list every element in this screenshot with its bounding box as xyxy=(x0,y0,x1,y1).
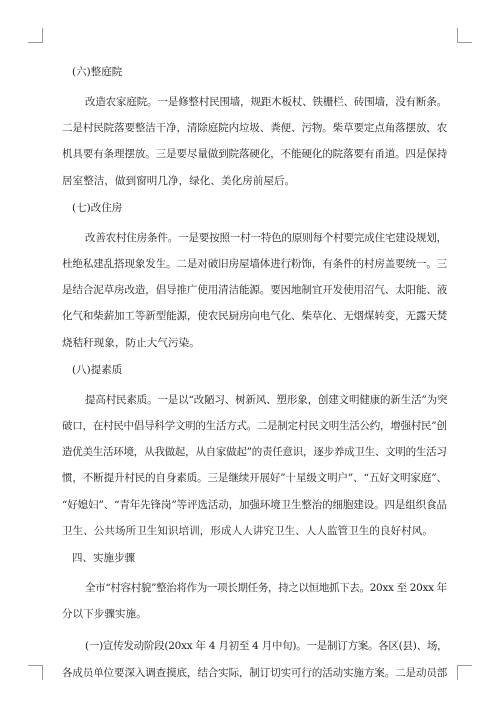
paragraph-line: “好媳妇”、“青年先锋岗”等评选活动，加强环境卫生整治的细胞建设。四是组织食品 xyxy=(62,498,447,511)
paragraph-line: 杜绝私建乱搭现象发生。二是对破旧房屋墙体进行粉饰，有条件的村房盖要统一。三 xyxy=(62,258,448,271)
paragraph-line: 卫生、公共场所卫生知识培训，形成人人讲究卫生、人人监管卫生的良好村风。 xyxy=(62,524,433,537)
paragraph-line: 化气和柴薪加工等新型能源，使农民厨房向电气化、柴草化、无烟煤转变，无露天焚 xyxy=(62,310,448,323)
paragraph-line: 二是村民院落要整洁干净，清除庭院内垃圾、粪便、污物。柴草要定点角落摆放，农 xyxy=(62,122,448,135)
section-heading: (七)改住房 xyxy=(72,201,123,214)
paragraph-line: 分以下步骤实施。 xyxy=(62,608,147,621)
paragraph-line: (一)宣传发动阶段(20xx 年 4 月初至 4 月中旬)。一是制订方案。各区(县)、场， xyxy=(85,640,448,653)
section-heading: 四、实施步骤 xyxy=(72,552,135,565)
section-heading: (六)整庭院 xyxy=(72,66,123,78)
paragraph-line: 全市“村容村貌”整治将作为一项长期任务，持之以恒地抓下去。20xx 至 20xx 年 xyxy=(85,582,447,595)
document-body xyxy=(62,62,447,692)
paragraph-line: 造优美生活环境，从我做起，从自家做起”的责任意识，逐步养成卫生、文明的生活习 xyxy=(62,446,447,459)
section-heading: (八)提素质 xyxy=(72,363,123,376)
crop-mark-bottom-right xyxy=(457,665,472,680)
section-paragraph xyxy=(62,633,447,685)
crop-mark-top-right xyxy=(457,28,472,43)
paragraph-line: 改造农家庭院。一是修整村民围墙，规距木板杖、铁栅栏、砖围墙，没有断条。 xyxy=(85,96,447,108)
paragraph-line: 惯，不断提升村民的自身素质。三是继续开展好”十星级文明户”、“五好文明家庭”、 xyxy=(62,472,447,485)
paragraph-line: 居室整洁，做到窗明几净，绿化、美化房前屋后。 xyxy=(62,174,296,187)
paragraph-line: 各成员单位要深入调查摸底，结合实际，制订切实可行的活动实施方案。二是动员部 xyxy=(62,666,448,679)
section-paragraph xyxy=(62,89,447,194)
section-paragraph xyxy=(62,387,447,544)
crop-mark-top-left xyxy=(28,28,43,43)
paragraph-line: 破口，在村民中倡导科学文明的生活方式。二是制定村民文明生活公约，增强村民”创 xyxy=(62,420,447,433)
paragraph-line: 提高村民素质。一是以“改陋习、树新风、塑形象，创建文明健康的新生活”为突 xyxy=(85,393,448,406)
section-paragraph xyxy=(62,225,447,356)
paragraph-line: 是结合泥草房改造，倡导推广使用清洁能源。要因地制宜开发使用沼气、太阳能、液 xyxy=(62,284,448,297)
paragraph-line: 改善农村住房条件。一是要按照一村一特色的原则每个村要完成住宅建设规划， xyxy=(85,231,447,244)
paragraph-line: 机具要有条理摆放。三是要尽量做到院落硬化，不能硬化的院落要有甬道。四是保持 xyxy=(62,148,448,161)
section-paragraph xyxy=(62,575,447,627)
paragraph-line: 烧秸秆现象，防止大气污染。 xyxy=(62,336,200,349)
crop-mark-bottom-left xyxy=(28,665,43,680)
